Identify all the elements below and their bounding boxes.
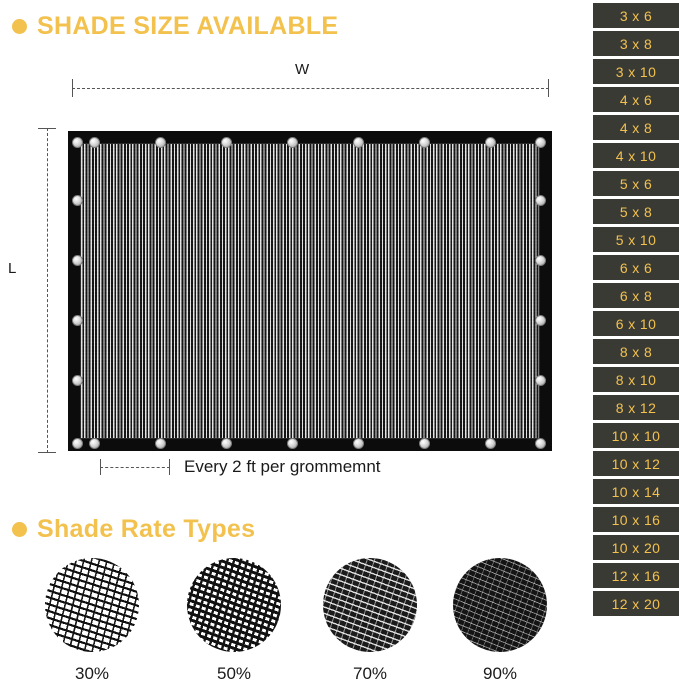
length-dimension-label: L	[8, 260, 17, 277]
shade-rate-swatch-30	[45, 558, 139, 652]
grommet-note-line	[100, 467, 170, 469]
grommet	[287, 137, 298, 148]
bullet-dot-icon	[12, 522, 27, 537]
grommet	[72, 438, 83, 449]
shade-rate-label: 30%	[74, 664, 110, 683]
width-dimension-line	[72, 88, 549, 90]
grommet	[72, 315, 83, 326]
size-option[interactable]: 10 x 20	[593, 535, 679, 560]
grommet	[72, 255, 83, 266]
size-options-list	[593, 0, 679, 698]
shade-size-title: SHADE SIZE AVAILABLE	[37, 12, 339, 40]
width-tick-left	[72, 79, 73, 97]
size-option[interactable]: 10 x 10	[593, 423, 679, 448]
grommet	[419, 137, 430, 148]
shade-rate-item	[440, 558, 560, 684]
size-option[interactable]: 6 x 10	[593, 311, 679, 336]
grommet	[155, 438, 166, 449]
length-tick-bottom	[38, 452, 56, 453]
grommet	[155, 137, 166, 148]
grommet	[221, 438, 232, 449]
shade-cloth-diagram	[0, 55, 600, 505]
grommet	[353, 438, 364, 449]
grommet	[535, 375, 546, 386]
size-option[interactable]: 3 x 6	[593, 3, 679, 28]
size-option[interactable]: 3 x 10	[593, 59, 679, 84]
grommet	[535, 255, 546, 266]
size-option[interactable]: 5 x 10	[593, 227, 679, 252]
grommet	[72, 375, 83, 386]
size-option[interactable]: 5 x 8	[593, 199, 679, 224]
grommet	[221, 137, 232, 148]
shade-rate-label: 70%	[352, 664, 388, 683]
size-option[interactable]: 6 x 6	[593, 255, 679, 280]
shade-rate-swatch-50	[187, 558, 281, 652]
shade-cloth-panel	[68, 131, 552, 451]
grommet	[535, 438, 546, 449]
size-option[interactable]: 10 x 14	[593, 479, 679, 504]
shade-rate-item	[32, 558, 152, 684]
shade-rate-label: 90%	[482, 664, 518, 683]
grommet	[89, 137, 100, 148]
size-option[interactable]: 12 x 16	[593, 563, 679, 588]
grommet	[353, 137, 364, 148]
size-option[interactable]: 8 x 10	[593, 367, 679, 392]
size-option[interactable]: 12 x 20	[593, 591, 679, 616]
grommet	[287, 438, 298, 449]
shade-rate-item	[310, 558, 430, 684]
width-dimension-label: W	[295, 61, 310, 78]
grommet	[535, 195, 546, 206]
size-option[interactable]: 10 x 16	[593, 507, 679, 532]
size-option[interactable]: 8 x 12	[593, 395, 679, 420]
grommet	[89, 438, 100, 449]
size-option[interactable]: 4 x 10	[593, 143, 679, 168]
shade-rate-swatches	[20, 558, 580, 698]
size-option[interactable]: 4 x 6	[593, 87, 679, 112]
shade-rate-label: 50%	[216, 664, 252, 683]
grommet	[72, 137, 83, 148]
size-option[interactable]: 5 x 6	[593, 171, 679, 196]
shade-rate-swatch-70	[323, 558, 417, 652]
length-tick-top	[38, 128, 56, 129]
grommet-note-tick-right	[169, 459, 170, 475]
size-option[interactable]: 3 x 8	[593, 31, 679, 56]
size-option[interactable]: 8 x 8	[593, 339, 679, 364]
size-option[interactable]: 10 x 12	[593, 451, 679, 476]
shade-rate-swatch-90	[453, 558, 547, 652]
grommet	[485, 137, 496, 148]
shade-rate-section-header	[12, 515, 255, 544]
grommet	[485, 438, 496, 449]
grommet	[535, 137, 546, 148]
shade-cloth-mesh	[80, 143, 540, 439]
length-dimension-line	[47, 128, 49, 453]
grommet	[72, 195, 83, 206]
grommet	[419, 438, 430, 449]
size-option[interactable]: 6 x 8	[593, 283, 679, 308]
shade-size-section-header	[12, 12, 338, 41]
grommet	[535, 315, 546, 326]
bullet-dot-icon	[12, 19, 27, 34]
shade-rate-item	[174, 558, 294, 684]
shade-rate-title: Shade Rate Types	[37, 515, 256, 543]
width-tick-right	[548, 79, 549, 97]
grommet-spacing-note: Every 2 ft per grommemnt	[184, 457, 381, 476]
size-option[interactable]: 4 x 8	[593, 115, 679, 140]
